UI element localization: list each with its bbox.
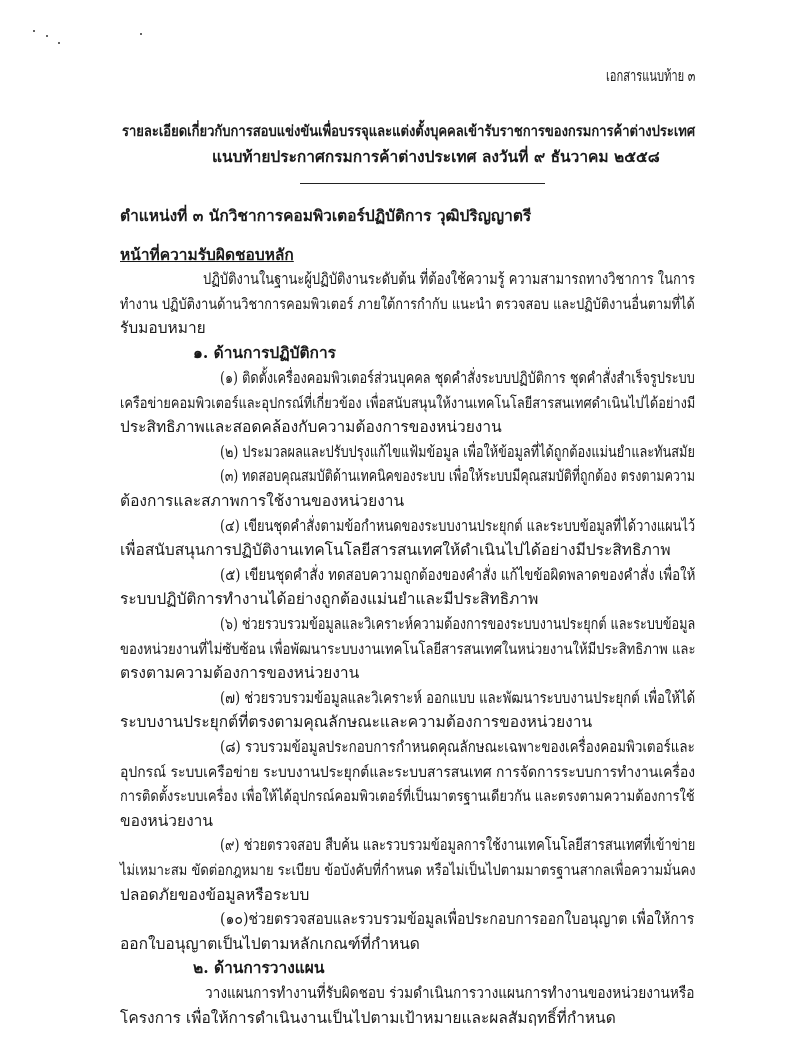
list-item: (๑) ติดตั้งเครื่องคอมพิวเตอร์ส่วนบุคคล ชุดคำสั่งระบบปฏิบัติการ ชุดคำสั่งสำเร็จรูประบบ [220,369,695,387]
section-heading-planning: ๒. ด้านการวางแผน [193,958,325,977]
paragraph-line: ต้องการและสภาพการใช้งานของหน่วยงาน [120,492,405,510]
document-title: รายละเอียดเกี่ยวกับการสอบแข่งขันเพื่อบรรจุและแต่งตั้งบุคคลเข้ารับราชการของกรมการค้าต่างประเทศ [122,122,696,140]
paragraph-line: ของหน่วยงานที่ไม่ซับซ้อน เพื่อพัฒนาระบบงานเทคโนโลยีสารสนเทศในหน่วยงานให้มีประสิทธิภาพ และ [120,640,696,658]
paragraph-line: การติดตั้งระบบเครื่อง เพื่อให้ได้อุปกรณ์คอมพิวเตอร์ที่เป็นมาตรฐานเดียวกัน และตรงตามความต้องการใช้ [120,787,695,805]
paragraph-line: ไม่เหมาะสม ขัดต่อกฎหมาย ระเบียบ ข้อบังคับที่กำหนด หรือไม่เป็นไปตามมาตรฐานสากลเพื่อความมั่นคง [120,861,696,879]
list-item: (๓) ทดสอบคุณสมบัติด้านเทคนิคของระบบ เพื่อให้ระบบมีคุณสมบัติที่ถูกต้อง ตรงตามความ [220,467,696,485]
paragraph-line: ทำงาน ปฏิบัติงานด้านวิชาการคอมพิวเตอร์ ภายใต้การกำกับ แนะนำ ตรวจสอบ และปฏิบัติงานอื่นตามที่ได้ [120,295,695,313]
position-title: ตำแหน่งที่ ๓ นักวิชาการคอมพิวเตอร์ปฏิบัติการ วุฒิปริญญาตรี [120,206,532,225]
paragraph-line: ของหน่วยงาน [120,812,213,830]
document-subtitle: แนบท้ายประกาศกรมการค้าต่างประเทศ ลงวันที่ ๙ ธันวาคม ๒๕๕๘ [212,147,660,166]
scan-speck [58,42,60,44]
paragraph-line: ระบบปฏิบัติการทำงานได้อย่างถูกต้องแม่นยำและมีประสิทธิภาพ [120,590,539,608]
list-item: (๘) รวบรวมข้อมูลประกอบการกำหนดคุณลักษณะเฉพาะของเครื่องคอมพิวเตอร์และ [220,738,695,756]
section-heading-operations: ๑. ด้านการปฏิบัติการ [193,343,336,362]
title-divider [300,183,545,184]
list-item: (๒) ประมวลผลและปรับปรุงแก้ไขแฟ้มข้อมูล เพื่อให้ข้อมูลที่ได้ถูกต้องแม่นยำและทันสมัย [220,443,695,461]
paragraph-line: เครือข่ายคอมพิวเตอร์และอุปกรณ์ที่เกี่ยวข้อง เพื่อสนับสนุนให้งานเทคโนโลยีสารสนเทศดำเนินไปได้อย่างมี [120,394,696,412]
paragraph-line: โครงการ เพื่อให้การดำเนินงานเป็นไปตามเป้าหมายและผลสัมฤทธิ์ที่กำหนด [120,1009,616,1027]
paragraph-line: ประสิทธิภาพและสอดคล้องกับความต้องการของหน่วยงาน [120,418,502,436]
scan-speck [46,35,48,37]
paragraph-line: รับมอบหมาย [120,319,206,337]
paragraph-line: เพื่อสนับสนุนการปฏิบัติงานเทคโนโลยีสารสนเทศให้ดำเนินไปได้อย่างมีประสิทธิภาพ [120,541,671,559]
list-item: (๗) ช่วยรวบรวมข้อมูลและวิเคราะห์ ออกแบบ และพัฒนาระบบงานประยุกต์ เพื่อให้ได้ [220,689,696,707]
annex-label: เอกสารแนบท้าย ๓ [606,67,696,85]
duties-heading: หน้าที่ความรับผิดชอบหลัก [120,245,294,264]
scan-speck [33,30,35,32]
list-item: (๑๐)ช่วยตรวจสอบและรวบรวมข้อมูลเพื่อประกอบการออกใบอนุญาต เพื่อให้การ [220,910,695,928]
list-item: (๕) เขียนชุดคำสั่ง ทดสอบความถูกต้องของคำสั่ง แก้ไขข้อผิดพลาดของคำสั่ง เพื่อให้ [220,566,696,584]
paragraph-line: ปลอดภัยของข้อมูลหรือระบบ [120,886,310,904]
paragraph-line: อุปกรณ์ ระบบเครือข่าย ระบบงานประยุกต์และระบบสารสนเทศ การจัดการระบบการทำงานเครื่อง [120,763,696,781]
scan-speck [140,33,142,35]
paragraph-line: วางแผนการทำงานที่รับผิดชอบ ร่วมดำเนินการวางแผนการทำงานของหน่วยงานหรือ [205,984,695,1002]
list-item: (๙) ช่วยตรวจสอบ สืบค้น และรวบรวมข้อมูลการใช้งานเทคโนโลยีสารสนเทศที่เข้าข่าย [220,836,696,854]
list-item: (๖) ช่วยรวบรวมข้อมูลและวิเคราะห์ความต้องการของระบบงานประยุกต์ และระบบข้อมูล [220,615,696,633]
paragraph-line: ระบบงานประยุกต์ที่ตรงตามคุณลักษณะและความต้องการของหน่วยงาน [120,713,593,731]
list-item: (๔) เขียนชุดคำสั่งตามข้อกำหนดของระบบงานประยุกต์ และระบบข้อมูลที่ได้วางแผนไว้ [220,517,696,535]
paragraph-line: ตรงตามความต้องการของหน่วยงาน [120,664,360,682]
paragraph-line: ปฏิบัติงานในฐานะผู้ปฏิบัติงานระดับต้น ที่ต้องใช้ความรู้ ความสามารถทางวิชาการ ในการ [203,270,696,288]
paragraph-line: ออกใบอนุญาตเป็นไปตามหลักเกณฑ์ที่กำหนด [120,935,420,953]
